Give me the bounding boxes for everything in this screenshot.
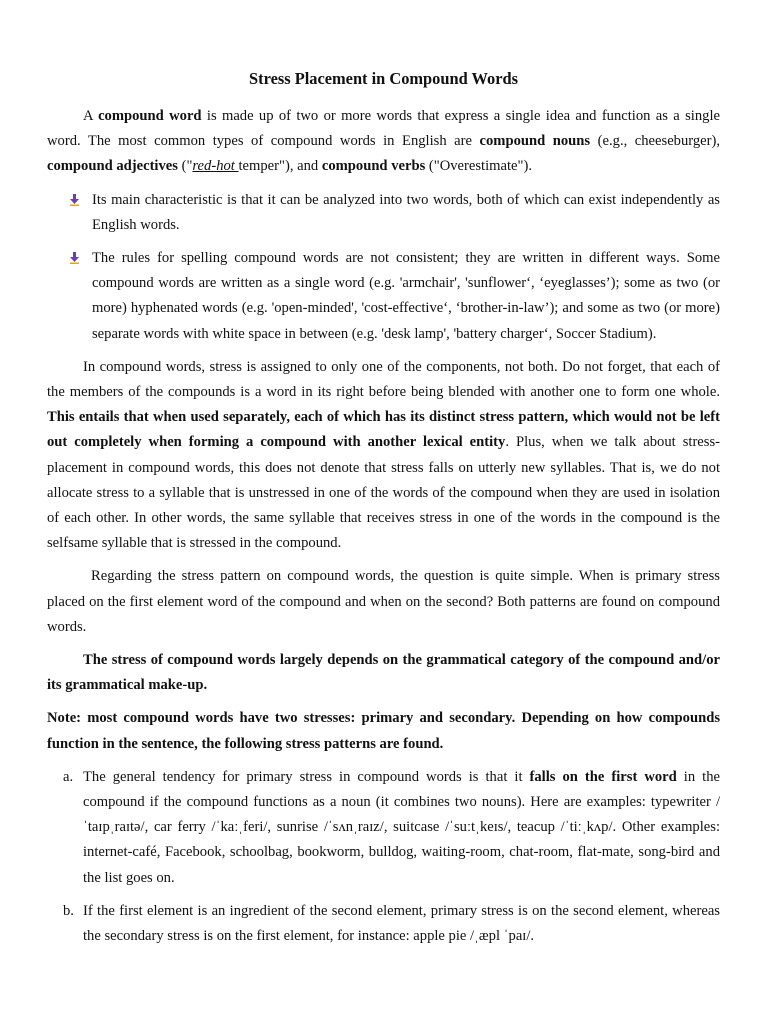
- stress-paragraph: [47, 355, 720, 557]
- intro-paragraph: [47, 104, 720, 180]
- example-red-hot: red-hot: [192, 158, 239, 175]
- item-text-1: The general tendency for primary stress in compound words is that it: [83, 768, 530, 785]
- intro-text-4: (": [177, 158, 193, 175]
- list-marker: b.: [63, 902, 74, 919]
- question-paragraph: Regarding the stress pattern on compound words, the question is quite simple. When is primary stress placed on the first element word of the compound and when on the second? Both patterns are found on compound words.: [47, 568, 720, 635]
- item-bold-first-word: falls on the first word: [529, 768, 677, 785]
- item-text-2: in the compound if the compound functions as a noun (it combines two nouns). Here are examples: typewriter /ˈtaɪpˌraɪtə/, car ferry /ˈkaːˌferi/, sunrise /ˈsʌnˌraɪz/, suitcase /ˈsuːtˌkeɪs/, teacup /ˈtiːˌkʌp/. Other examples: internet-café, Facebook, schoolbag, bookworm, bulldog, waiting-room, chat-room, flat-mate, song-bird and the list goes on.: [83, 768, 720, 886]
- grammatical-category-paragraph: [47, 648, 720, 698]
- bullet-item: [47, 246, 720, 347]
- stress-text-1: In compound words, stress is assigned to only one of the components, not both. Do not forget, that each of the members of the compounds is a word in its right before being blended with another one to form one whole.: [47, 358, 720, 401]
- arrow-bullet-icon: [69, 252, 80, 264]
- page-title: Stress Placement in Compound Words: [249, 69, 518, 88]
- intro-text-3: (e.g., cheeseburger),: [590, 133, 720, 150]
- intro-text-5: temper"), and: [238, 158, 322, 175]
- note-text: Note: most compound words have two stresses: primary and secondary. Depending on how compounds function in the sentence, the following stress patterns are found.: [47, 710, 720, 752]
- bullet-text: Its main characteristic is that it can be analyzed into two words, both of which can exist independently as English words.: [92, 191, 720, 233]
- bullet-text: The rules for spelling compound words are not consistent; they are written in different ways. Some compound words are written as a single word (e.g. 'armchair', 'sunflower‘, ‘eyeglasses’); some as two (or more) hyphenated words (e.g. 'open-minded', 'cost-effective‘, ‘brother-in-law’); and some as two (or more) separate words with white space in between (e.g. 'desk lamp', 'battery charger‘, Soccer Stadium).: [92, 250, 720, 342]
- list-item: [47, 899, 720, 949]
- stress-text-2: . Plus, when we talk about stress-placement in compound words, this does not denote that stress falls on utterly new syllables. That is, we do not allocate stress to a syllable that is unstressed in one of the words of the compound when they are used in isolation of each other. In other words, the same syllable that receives stress in one of the words in the compound is the selfsame syllable that is stressed in the compound.: [47, 434, 720, 552]
- pattern-list: [47, 765, 720, 949]
- note-paragraph: [47, 706, 720, 756]
- term-compound-adjectives: compound adjectives: [47, 158, 178, 175]
- intro-text-1: A: [83, 108, 99, 124]
- term-compound-word: compound word: [98, 108, 202, 124]
- bullet-item: [47, 188, 720, 238]
- stress-bold-statement: This entails that when used separately, each of which has its distinct stress pattern, which would not be left out completely when forming a compound with another lexical entity: [47, 409, 720, 451]
- list-marker: a.: [63, 768, 74, 785]
- intro-text-6: ("Overestimate").: [425, 158, 532, 175]
- list-item: [47, 765, 720, 891]
- item-text: If the first element is an ingredient of the second element, primary stress is on the second element, whereas the secondary stress is on the first element, for instance: apple pie /ˌæpl ˈpaɪ/.: [83, 902, 720, 945]
- term-compound-verbs: compound verbs: [321, 158, 426, 175]
- term-compound-nouns: compound nouns: [479, 133, 591, 150]
- intro-text-2: is made up of two or more words that express a single idea and function as a single word. The most common types of compound words in English are: [47, 108, 720, 150]
- arrow-bullet-icon: [69, 194, 80, 206]
- grammatical-category-statement: The stress of compound words largely depends on the grammatical category of the compound and/or its grammatical make-up.: [47, 652, 720, 694]
- bullet-list: [47, 188, 720, 347]
